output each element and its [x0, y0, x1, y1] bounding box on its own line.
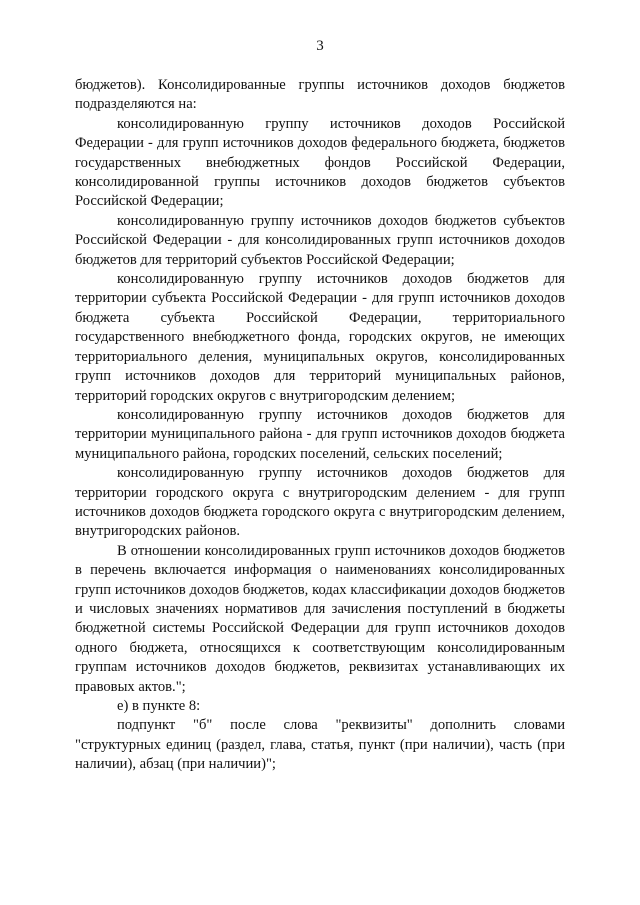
paragraph-item-8: е) в пункте 8: [117, 698, 201, 714]
paragraph-subjects-group: консолидированную группу источников доходов бюджетов субъектов Российской Федерации - для консолидированных групп источников доходов бюджетов для территорий субъектов Российской Федерации; [75, 212, 565, 268]
page-number: 3 [316, 38, 324, 54]
paragraph-list-contents: В отношении консолидированных групп источников доходов бюджетов в перечень включается информация о наименованиях консолидированных групп источников доходов бюджетов, кодах классификации доходов бюджетов и числовых значениях нормативов для зачисления поступлений в бюджеты бюджетной системы Российской Федерации для групп источников доходов одного бюджета, относящихся к соответствующим консолидированным группам источников доходов бюджетов, реквизитах устанавливающих их правовых актов."; [75, 542, 565, 695]
paragraph-rf-group: консолидированную группу источников доходов Российской Федерации - для групп источников доходов федерального бюджета, бюджетов государственных внебюджетных фондов Российской Федерации, консолидированной группы источников доходов бюджетов субъектов Российской Федерации; [75, 115, 565, 210]
document-body [75, 76, 565, 775]
paragraph-urban-district-group: консолидированную группу источников доходов бюджетов для территории городского округа с внутригородским делением - для групп источников доходов бюджета городского округа с внутригородским делением, внутригородских районов. [75, 465, 565, 540]
paragraph-subject-territory-group: консолидированную группу источников доходов бюджетов для территории субъекта Российской Федерации - для групп источников доходов бюджета субъекта Российской Федерации, территориального государственного внебюджетного фонда, городских округов, не имеющих территориального деления, муниципальных округов, консолидированных групп источников доходов для территорий муниципальных районов, территорий городских округов с внутригородским делением; [75, 271, 565, 404]
paragraph-subitem-b: подпункт "б" после слова "реквизиты" дополнить словами "структурных единиц (раздел, глава, статья, пункт (при наличии), часть (при наличии), абзац (при наличии)"; [75, 717, 565, 773]
paragraph-continuation: бюджетов). Консолидированные группы источников доходов бюджетов подразделяются на: [75, 77, 565, 113]
paragraph-municipal-district-group: консолидированную группу источников доходов бюджетов для территории муниципального района - для групп источников доходов бюджета муниципального района, городских поселений, сельских поселений; [75, 406, 565, 462]
